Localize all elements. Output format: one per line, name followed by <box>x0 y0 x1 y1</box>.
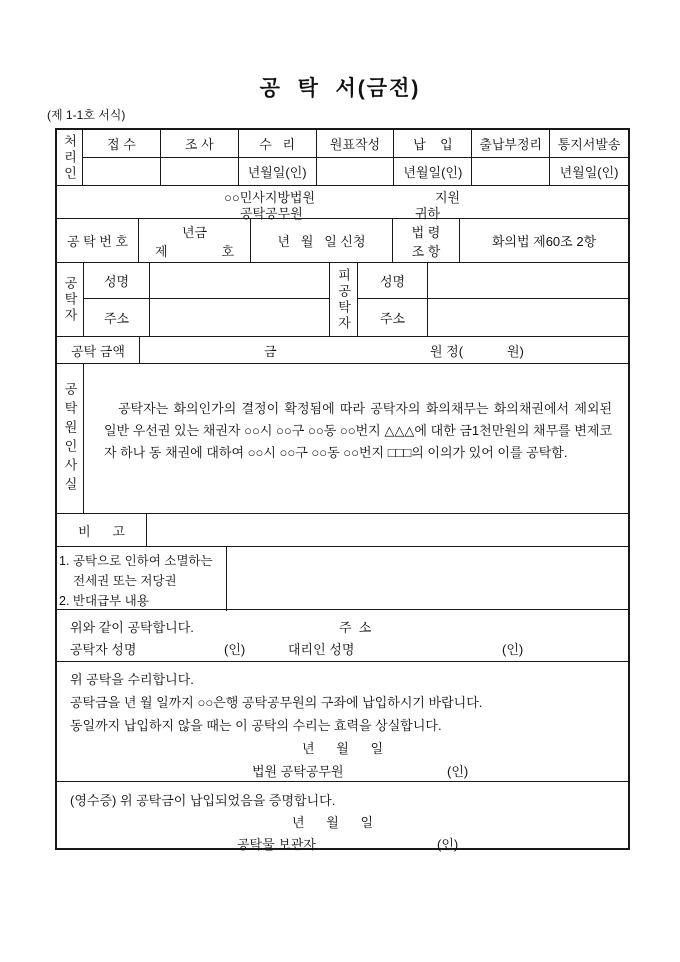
field-amount[interactable] <box>140 337 628 363</box>
deposit-form <box>55 128 630 850</box>
field-acceptance-date[interactable]: 년월일(인) <box>239 158 317 185</box>
court-officer: 공탁공무원 <box>240 206 303 221</box>
field-depositor-address[interactable] <box>150 299 330 336</box>
field-payment-date[interactable]: 년월일(인) <box>394 158 472 185</box>
apply-statement: 위와 같이 공탁합니다. <box>70 620 194 635</box>
apply-address-label: 주 소 <box>339 620 372 635</box>
processing-table <box>57 130 628 185</box>
depositor-label <box>57 263 84 336</box>
receipt-custodian-seal: (인) <box>437 837 459 852</box>
extinct-line3: 2. 반대급부 내용 <box>59 594 149 608</box>
field-deposit-number[interactable] <box>139 219 251 262</box>
field-extinct-rights[interactable] <box>227 547 628 611</box>
amount-label: 공탁 금액 <box>57 337 140 363</box>
receipt-date: 년 월 일 <box>292 815 374 830</box>
field-apply-date[interactable]: 년 월 일 신청 <box>251 219 393 262</box>
amount-row <box>57 336 628 363</box>
court-block <box>57 185 628 221</box>
reason-label-text: 공탁원인사실 <box>62 381 78 496</box>
depositor-name-label: 성명 <box>84 263 150 299</box>
processing-header-ledger: 원표작성 <box>317 130 395 158</box>
processing-header-review: 조 사 <box>161 130 239 158</box>
processing-header-payment: 납 입 <box>394 130 472 158</box>
processing-header-receipt: 접 수 <box>83 130 161 158</box>
statute-label-line2: 조 항 <box>411 243 441 259</box>
reason-text: 공탁자는 화의인가의 결정이 확정됨에 따라 공탁자의 화의채무는 화의채권에서 제외된 일반 우선권 있는 채권자 ○○시 ○○구 ○○동 ○○번지 △△△에 대한 금1천만원의 채무를 변제코자 하나 동 채권에 대하여 ○○시 ○○구 ○○동 ○○번지 □□□의 이의가 있어 이를 공탁함. <box>104 401 612 460</box>
apply-block <box>57 609 628 661</box>
remarks-row <box>57 513 628 546</box>
accept-officer-label: 법원 공탁공무원 <box>252 764 344 779</box>
statute-label <box>393 219 460 262</box>
accept-block <box>57 661 628 781</box>
field-cashbook-stamp[interactable] <box>472 158 550 185</box>
depositor-address-label: 주소 <box>84 299 150 336</box>
processing-header-notice: 통지서발송 <box>550 130 628 158</box>
deposit-number-row <box>57 218 628 262</box>
extinct-line1: 1. 공탁으로 인하여 소멸하는 <box>59 554 213 568</box>
processing-header-cashbook: 출납부정리 <box>472 130 550 158</box>
accept-officer-seal: (인) <box>447 764 469 779</box>
deposit-number-je: 제 <box>155 243 168 259</box>
receipt-block <box>57 781 628 851</box>
apply-depositor-name-label: 공탁자 성명 <box>70 642 137 657</box>
court-dear: 귀하 <box>415 206 441 221</box>
amount-won-open: 원 정( <box>430 344 464 359</box>
accept-line3: 동일까지 납입하지 않을 때는 이 공탁의 수리는 효력을 상실합니다. <box>70 718 442 733</box>
accept-line2: 공탁금을 년 월 일까지 ○○은행 공탁공무원의 구좌에 납입하시기 바랍니다. <box>70 695 483 710</box>
field-ledger-stamp[interactable] <box>317 158 395 185</box>
apply-depositor-seal: (인) <box>224 642 246 657</box>
processing-row-label-text: 처리인 <box>62 133 77 182</box>
statute-value: 화의법 제60조 2항 <box>491 234 597 249</box>
depositee-label <box>330 263 358 336</box>
depositee-name-label: 성명 <box>358 263 428 299</box>
deposit-number-yeargeum: 년금 <box>181 224 208 240</box>
reason-block <box>57 363 628 513</box>
processing-header-acceptance: 수 리 <box>239 130 317 158</box>
amount-geum: 금 <box>264 344 277 359</box>
field-depositor-name[interactable] <box>150 263 330 299</box>
receipt-custodian-label: 공탁물 보관자 <box>237 837 316 852</box>
receipt-line1: (영수증) 위 공탁금이 납입되었음을 증명합니다. <box>70 793 336 808</box>
amount-won-close: 원) <box>507 344 524 359</box>
parties-block <box>57 262 628 336</box>
field-depositee-name[interactable] <box>428 263 628 299</box>
deposit-number-label: 공 탁 번 호 <box>57 219 139 262</box>
field-notice-date[interactable]: 년월일(인) <box>559 165 619 180</box>
extinct-rights-row <box>57 546 628 609</box>
accept-line1: 위 공탁을 수리합니다. <box>70 672 194 687</box>
reason-label <box>57 364 84 513</box>
field-review-stamp[interactable] <box>161 158 239 185</box>
statute-label-line1: 법 령 <box>411 224 441 240</box>
deposit-number-ho: 호 <box>221 243 234 259</box>
page-title: 공 탁 서(금전) <box>259 77 421 100</box>
field-receipt-stamp[interactable] <box>83 158 161 185</box>
remarks-label: 비 고 <box>57 514 147 546</box>
apply-agent-name-label: 대리인 성명 <box>288 642 355 657</box>
extinct-rights-label <box>57 547 227 611</box>
field-depositee-address[interactable] <box>428 299 628 336</box>
form-number: (제 1-1호 서식) <box>47 108 126 122</box>
processing-row-label <box>57 130 83 185</box>
depositor-label-text: 공탁자 <box>62 275 78 324</box>
depositee-label-text: 피공탁자 <box>336 267 351 332</box>
depositee-address-label: 주소 <box>358 299 428 336</box>
accept-date: 년 월 일 <box>302 741 384 756</box>
court-name: ○○민사지방법원 <box>224 190 316 205</box>
apply-agent-seal: (인) <box>502 642 524 657</box>
court-branch: 지원 <box>435 190 461 205</box>
field-remarks[interactable] <box>147 514 628 546</box>
extinct-line2: 전세권 또는 저당권 <box>73 574 177 588</box>
